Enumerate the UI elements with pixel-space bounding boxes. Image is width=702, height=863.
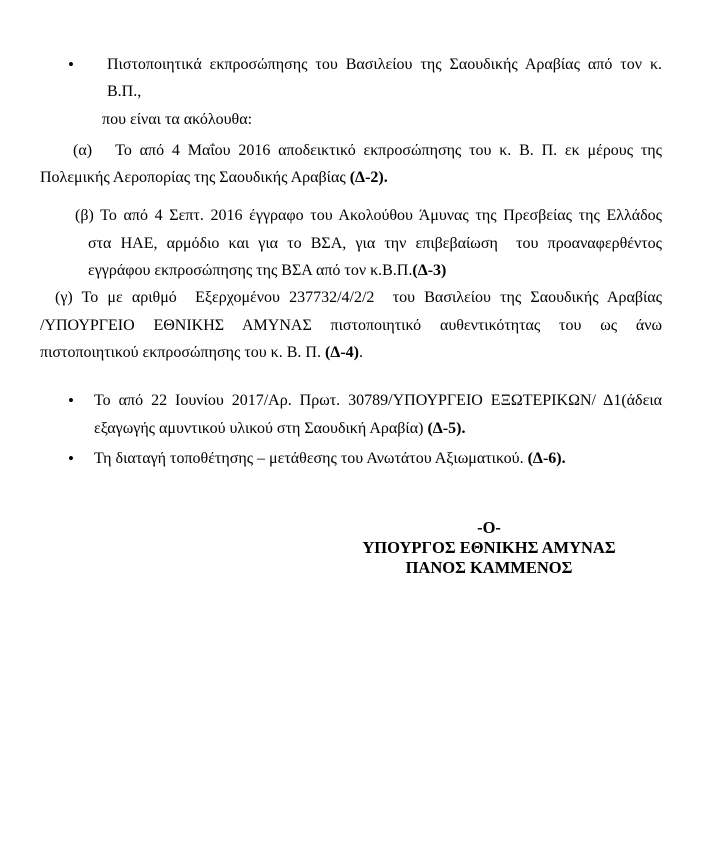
text-segment: που είναι τα ακόλουθα: [102,110,253,128]
text-line [40,137,662,164]
exhibit-ref: (Δ-5). [427,419,466,437]
bullet-text [94,387,662,442]
paragraph-gamma-text [40,284,662,366]
text-segment: (γ) Το με αριθμό Εξερχομένου 237732/4/2/2 του Βασιλείου της Σαουδικής Αραβίας [55,289,662,307]
paragraph-beta-text [75,202,662,284]
text-segment: Το από 22 Ιουνίου 2017/Αρ. Πρωτ. 30789/ΥΠΟΥΡΓΕΙΟ ΕΞΩΤΕΡΙΚΩΝ/ Δ1(άδεια [94,392,662,410]
text-segment: (α) Το από 4 Μαΐου 2016 αποδεικτικό εκπροσώπησης του κ. Β. Π. εκ μέρους της [73,141,662,159]
text-segment: . [358,343,363,361]
text-segment: πιστοποιητικού εκπροσώπησης του κ. Β. Π. [40,343,325,361]
bullet-icon: • [68,391,74,411]
text-segment: εγγράφου εκπροσώπησης της ΒΣΑ από τον κ.Β.Π. [88,262,413,280]
text-segment: /ΥΠΟΥΡΓΕΙΟ ΕΘΝΙΚΗΣ ΑΜΥΝΑΣ πιστοποιητικό αυθεντικότητας του ως άνω [40,316,662,334]
bullet-icon: • [68,55,74,74]
text-line [40,284,662,311]
paragraph-alpha-text [40,137,662,192]
text-line [75,202,662,229]
bullet-text [102,51,662,133]
signature-name: ΠΑΝΟΣ ΚΑΜΜΕΝΟΣ [405,558,573,578]
signature-dash-o: -Ο- [477,518,501,538]
text-segment: Πολεμικής Αεροπορίας της Σαουδικής Αραβίας [40,169,350,187]
bullet-item-transfer-order [40,445,662,472]
text-line [94,445,662,472]
bullet-item-certificates [40,51,662,133]
text-line [102,106,662,133]
bullet-icon: • [68,448,74,468]
paragraph-beta [75,202,662,284]
bullet-text [94,445,662,472]
text-line [40,312,662,339]
text-line [88,257,662,284]
text-segment: Πιστοποιητικά εκπροσώπησης του Βασιλείου της Σαουδικής Αραβίας από τον κ. Β.Π., [107,56,662,101]
text-segment: Τη διαταγή τοποθέτησης – μετάθεσης του Ανωτάτου Αξιωματικού. [94,449,528,467]
paragraph-gamma [40,284,662,366]
paragraph-alpha [40,137,662,192]
signature-block [328,518,650,578]
signature-role: ΥΠΟΥΡΓΟΣ ΕΘΝΙΚΗΣ ΑΜΥΝΑΣ [362,538,616,558]
text-line [40,164,662,191]
exhibit-ref: (Δ-2). [349,169,388,187]
text-segment: (β) Το από 4 Σεπτ. 2016 έγγραφο του Ακολούθου Άμυνας της Πρεσβείας της Ελλάδος [75,207,662,225]
text-line [94,387,662,414]
text-segment: στα ΗΑΕ, αρμόδιο και για το ΒΣΑ, για την επιβεβαίωση του προαναφερθέντος [88,234,662,252]
exhibit-ref: (Δ-6). [527,449,566,467]
text-segment: εξαγωγής αμυντικού υλικού στη Σαουδική Αραβία) [94,419,428,437]
text-line [102,51,662,106]
text-line [94,415,662,442]
text-line [88,230,662,257]
bullet-item-export-license [40,387,662,442]
exhibit-ref: (Δ-4) [324,343,359,361]
exhibit-ref: (Δ-3) [412,262,447,280]
text-line [40,339,662,366]
